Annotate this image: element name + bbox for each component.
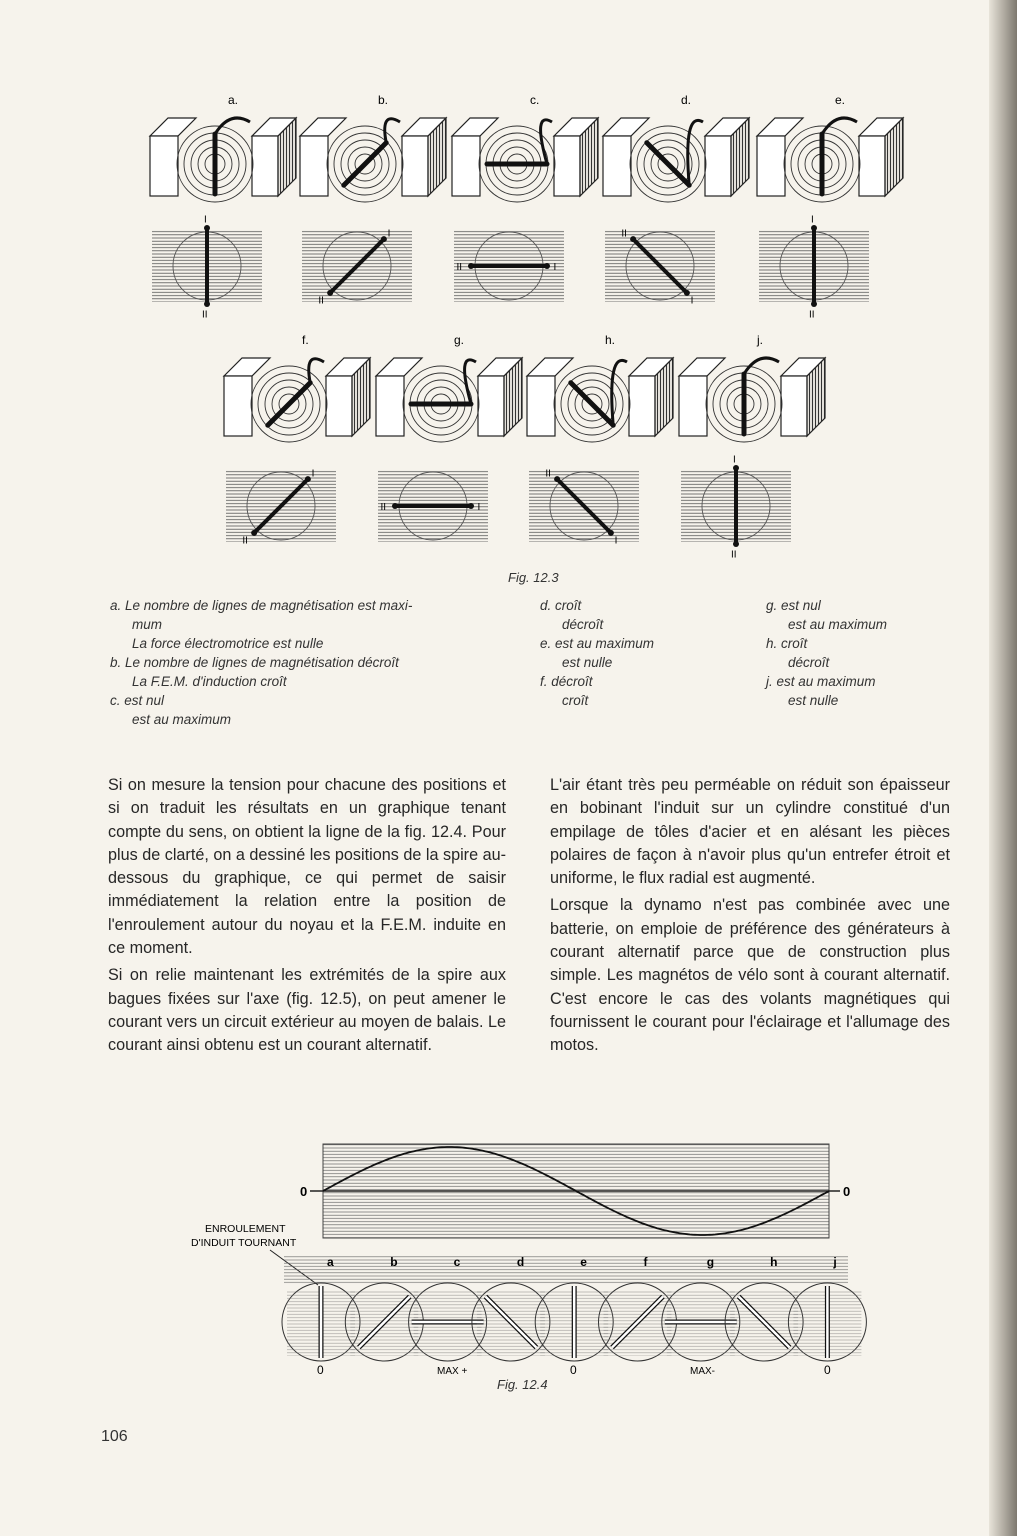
- pole-left-front: [150, 136, 178, 196]
- legend-line: est nulle: [788, 693, 839, 708]
- legend-line: c. est nul: [110, 693, 165, 708]
- coil-end-II: [630, 236, 636, 242]
- legend-line: décroît: [788, 655, 830, 670]
- coil-conductor: [344, 143, 386, 185]
- legend-line: La force électromotrice est nulle: [132, 636, 324, 651]
- mark-I: I: [733, 454, 736, 466]
- position-label: a: [327, 1255, 334, 1269]
- position-label: j: [833, 1255, 837, 1269]
- mark-II: II: [545, 468, 551, 480]
- mark-I: I: [811, 214, 814, 226]
- bottom-label: MAX-: [690, 1366, 715, 1377]
- coil-return: [744, 358, 779, 374]
- pole-left-front: [224, 376, 252, 436]
- legend-line: décroît: [562, 617, 604, 632]
- pole-top-left: [527, 358, 573, 376]
- legend-line: a. Le nombre de lignes de magnétisation est maxi-: [110, 598, 413, 613]
- figure-12-3-row2-magnets: [224, 358, 825, 442]
- field-diagram: [681, 455, 791, 561]
- pole-top-left: [757, 118, 803, 136]
- coil-end-I: [468, 503, 474, 509]
- pole-top-left: [452, 118, 498, 136]
- figure-label: b.: [378, 93, 389, 107]
- pole-right-front: [781, 376, 807, 436]
- figure-label: j.: [757, 333, 763, 347]
- pole-left-front: [300, 136, 328, 196]
- mark-II: II: [809, 309, 815, 321]
- figure-12-3-row2-diagrams: [226, 455, 791, 561]
- pole-right-front: [402, 136, 428, 196]
- band-hatching-top: [284, 1256, 848, 1284]
- mark-II: II: [380, 502, 387, 513]
- coil-return: [309, 359, 324, 383]
- figure-12-4: [0, 1140, 1017, 1380]
- coil-return: [215, 118, 250, 134]
- field-diagram: [302, 228, 412, 306]
- legend-column-1: [110, 596, 530, 729]
- pole-right-front: [478, 376, 504, 436]
- position-label: h: [770, 1255, 778, 1269]
- pole-right-front: [629, 376, 655, 436]
- pole-top-left: [376, 358, 422, 376]
- legend-line: croît: [562, 693, 589, 708]
- coil-end-I: [811, 225, 817, 231]
- figure-12-3-row1-labels: [228, 93, 845, 107]
- figure-12-3-row2-labels: [302, 333, 763, 347]
- field-diagram: [378, 470, 488, 542]
- figure-12-3: [0, 0, 1017, 580]
- coil-end-II: [392, 503, 398, 509]
- mark-I: I: [387, 228, 391, 240]
- position-label: g: [706, 1255, 715, 1269]
- figure-label: f.: [302, 333, 309, 347]
- left-paragraph-2: Si on relie maintenant les extrémités de la spire aux bagues fixées sur l'axe (fig. 12.5), on peut amener le courant vers un circuit extérieur au moyen de balais. Le courant ainsi obtenu est un courant alternatif.: [108, 966, 506, 1055]
- position-label: f: [643, 1255, 648, 1269]
- pole-left-front: [376, 376, 404, 436]
- field-diagram: [529, 468, 639, 546]
- right-column-text: [550, 774, 950, 1062]
- magnet-drawing: [300, 118, 446, 202]
- coil-conductor: [268, 383, 310, 425]
- legend-line: g. est nul: [766, 598, 821, 613]
- magnet-drawing: [452, 118, 598, 202]
- pole-top-left: [603, 118, 649, 136]
- mark-I: I: [204, 214, 207, 226]
- mark-II: II: [731, 549, 737, 561]
- mark-I: I: [311, 468, 315, 480]
- mark-I: I: [690, 295, 694, 307]
- magnet-drawing: [527, 358, 673, 442]
- pole-left-front: [452, 136, 480, 196]
- winding-label-line-2: D'INDUIT TOURNANT: [191, 1237, 297, 1249]
- figure-label: a.: [228, 93, 239, 107]
- legend-line: est au maximum: [132, 712, 232, 727]
- left-paragraph-1: Si on mesure la tension pour chacune des positions et si on traduit les résultats en un graphique tenant compte du sens, on obtient la ligne de la fig. 12.4. Pour plus de clarté, on a dessiné les positions de la spire au-dessous du graphique, ce qui permet de saisir immédiatement la relation entre la position de l'enroulement autour du noyau et la F.E.M. induite en ce moment.: [108, 776, 506, 958]
- legend-line: b. Le nombre de lignes de magnétisation décroît: [110, 655, 399, 670]
- pole-top-left: [679, 358, 725, 376]
- figure-label: g.: [454, 333, 465, 347]
- coil-return: [612, 360, 627, 425]
- field-diagram: [454, 230, 564, 302]
- winding-label-line-1: ENROULEMENT: [205, 1223, 286, 1235]
- pole-top-left: [150, 118, 196, 136]
- coil-end-II: [204, 301, 210, 307]
- coil-end-I: [204, 225, 210, 231]
- legend-line: h. croît: [766, 636, 808, 651]
- position-label: e: [580, 1255, 587, 1269]
- figure-label: c.: [530, 93, 540, 107]
- figure-12-4-caption: Fig. 12.4: [497, 1377, 548, 1392]
- coil-return: [541, 120, 552, 164]
- coil-position-row: [282, 1283, 866, 1361]
- coil-conductor: [647, 143, 689, 185]
- field-diagram: [152, 215, 262, 321]
- magnet-drawing: [603, 118, 749, 202]
- legend-line: e. est au maximum: [540, 636, 655, 651]
- coil-end-II: [251, 530, 257, 536]
- coil-end-II: [733, 541, 739, 547]
- right-paragraph-2: Lorsque la dynamo n'est pas combinée avec une batterie, on emploie de préférence des générateurs à courant alternatif parce que de construction plus simple. Les magnétos de vélo sont à courant alternatif. C'est encore le cas des volants magnétiques qui fournissent le courant pour l'éclairage et l'allumage des motos.: [550, 896, 950, 1055]
- legend-line: d. croît: [540, 598, 582, 613]
- coil-end-II: [468, 263, 474, 269]
- coil-end-II: [811, 301, 817, 307]
- coil-return: [385, 119, 400, 143]
- figure-label: h.: [605, 333, 616, 347]
- coil-end-II: [327, 290, 333, 296]
- pole-right-front: [326, 376, 352, 436]
- field-diagram: [605, 228, 715, 306]
- mark-II: II: [318, 295, 324, 307]
- bottom-label: 0: [317, 1363, 324, 1377]
- magnet-drawing: [757, 118, 903, 202]
- magnet-drawing: [679, 358, 825, 442]
- pole-left-front: [603, 136, 631, 196]
- legend-line: j. est au maximum: [766, 674, 876, 689]
- coil-end-I: [544, 263, 550, 269]
- figure-12-3-row1-diagrams: [152, 215, 869, 321]
- zero-label-left: 0: [300, 1184, 308, 1199]
- mark-II: II: [621, 228, 627, 240]
- mark-I: I: [477, 502, 481, 513]
- pole-right-front: [859, 136, 885, 196]
- coil-end-I: [684, 290, 690, 296]
- mark-II: II: [202, 309, 208, 321]
- mark-II: II: [456, 262, 463, 273]
- figure-label: e.: [835, 93, 846, 107]
- magnet-drawing: [224, 358, 370, 442]
- legend-line: f. décroît: [540, 674, 593, 689]
- coil-conductor: [571, 383, 613, 425]
- mark-I: I: [553, 262, 557, 273]
- bottom-label: 0: [570, 1363, 577, 1377]
- zero-label-right: 0: [843, 1184, 851, 1199]
- legend-column-2: [540, 596, 740, 710]
- pole-right-front: [252, 136, 278, 196]
- coil-end-I: [305, 476, 311, 482]
- pole-left-front: [527, 376, 555, 436]
- legend-line: mum: [132, 617, 162, 632]
- field-diagram: [226, 468, 336, 546]
- coil-end-I: [608, 530, 614, 536]
- legend-column-3: [766, 596, 966, 710]
- coil-end-I: [733, 465, 739, 471]
- coil-return: [465, 360, 476, 404]
- coil-end-II: [554, 476, 560, 482]
- pole-left-front: [679, 376, 707, 436]
- right-paragraph-1: L'air étant très peu perméable on réduit son épaisseur en bobinant l'induit sur un cylindre constitué d'un empilage de tôles d'acier et en alésant les pièces polaires de façon à n'avoir plus qu'un entrefer étroit et uniforme, le flux radial est augmenté.: [550, 776, 950, 888]
- legend-line: La F.E.M. d'induction croît: [132, 674, 287, 689]
- field-diagram: [759, 215, 869, 321]
- pole-top-left: [300, 118, 346, 136]
- figure-12-3-row1-magnets: [150, 118, 903, 202]
- magnet-drawing: [376, 358, 522, 442]
- mark-II: II: [242, 535, 248, 547]
- bottom-labels: [317, 1363, 831, 1377]
- bottom-label: MAX +: [437, 1366, 468, 1377]
- coil-return: [688, 120, 703, 185]
- left-column-text: [108, 774, 506, 1062]
- figure-12-3-caption: Fig. 12.3: [508, 570, 559, 585]
- pole-right-front: [705, 136, 731, 196]
- magnet-drawing: [150, 118, 296, 202]
- coil-end-I: [381, 236, 387, 242]
- legend-line: est au maximum: [788, 617, 888, 632]
- pole-top-left: [224, 358, 270, 376]
- position-label: b: [390, 1255, 398, 1269]
- position-label: c: [453, 1255, 461, 1269]
- bottom-label: 0: [824, 1363, 831, 1377]
- coil-return: [822, 118, 857, 134]
- figure-label: d.: [681, 93, 692, 107]
- mark-I: I: [614, 535, 618, 547]
- pole-left-front: [757, 136, 785, 196]
- legend-line: est nulle: [562, 655, 613, 670]
- position-label: d: [516, 1255, 525, 1269]
- page-number: 106: [101, 1428, 128, 1445]
- pole-right-front: [554, 136, 580, 196]
